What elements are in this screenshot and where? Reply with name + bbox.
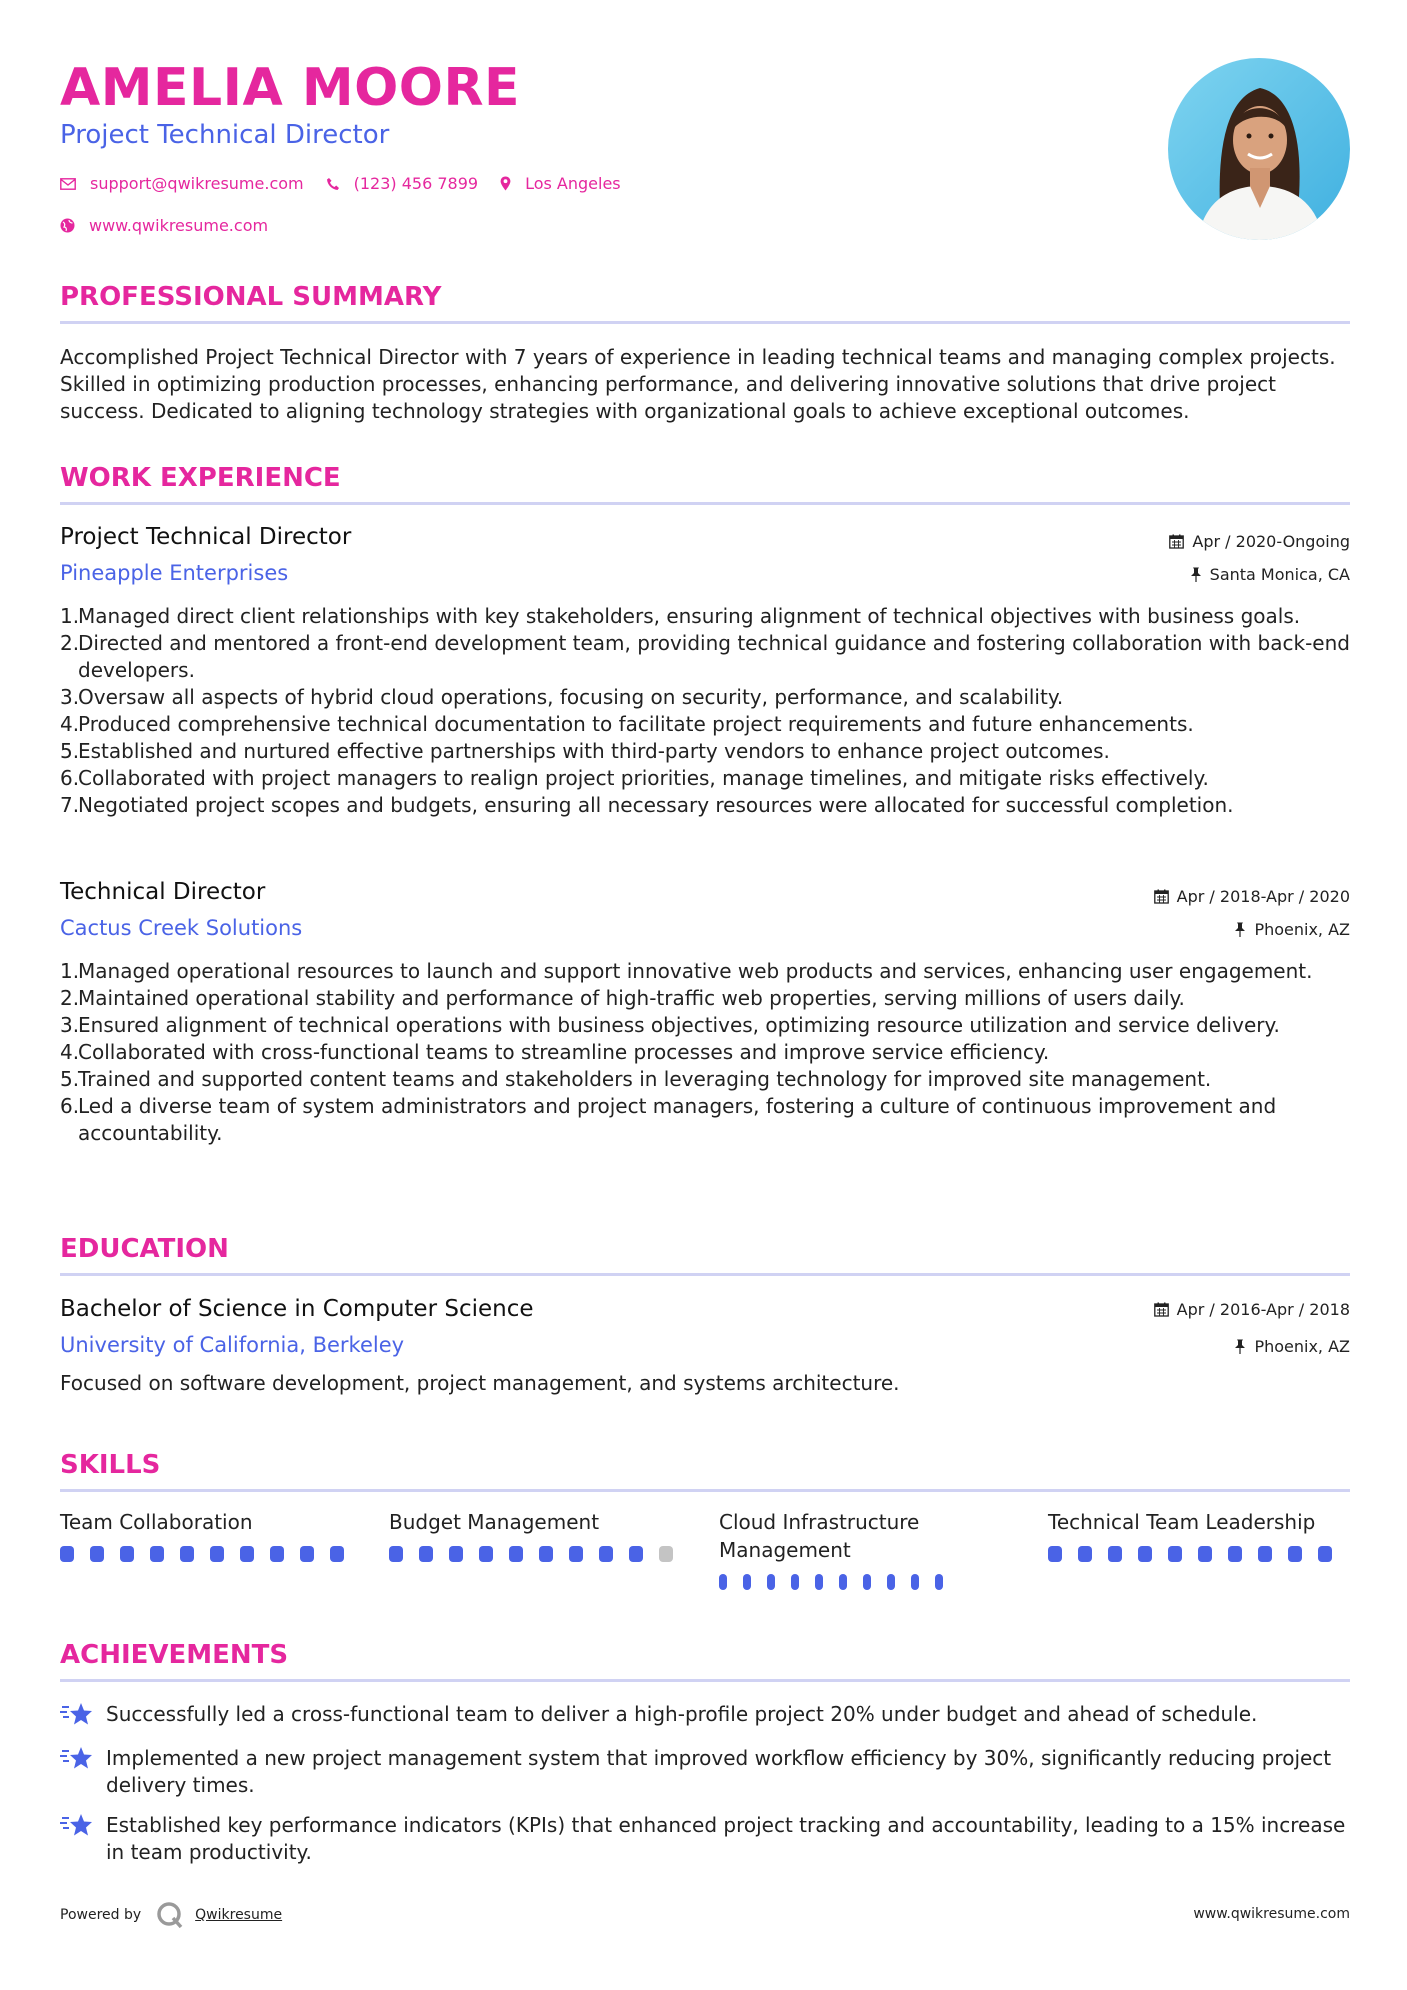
skill-dot-filled — [150, 1546, 164, 1562]
education-location-text: Phoenix, AZ — [1254, 1337, 1350, 1356]
skills-heading: SKILLS — [60, 1450, 161, 1480]
skill-rating — [60, 1546, 360, 1562]
list-item: 1. Managed operational resources to launch and support innovative web products and services, enhancing user engagement. — [60, 959, 1313, 983]
school-name: University of California, Berkeley — [60, 1333, 405, 1357]
achievement-item: Established key performance indicators (KPIs) that enhanced project tracking and accountability, leading to a 15% increase in team productivity. — [60, 1812, 1350, 1866]
skill-dot-filled — [863, 1574, 871, 1590]
list-item: 3. Oversaw all aspects of hybrid cloud operations, focusing on security, performance, and scalability. — [60, 685, 1064, 709]
job-bullets — [60, 603, 1350, 819]
qwikresume-logo-icon — [155, 1900, 185, 1930]
phone-icon — [326, 177, 340, 191]
summary-heading: PROFESSIONAL SUMMARY — [60, 282, 442, 312]
calendar-icon — [1169, 534, 1184, 549]
skill-dot-filled — [911, 1574, 919, 1590]
skill-dot-filled — [569, 1546, 583, 1562]
skill-dot-filled — [449, 1546, 463, 1562]
skill-dot-filled — [1138, 1546, 1152, 1562]
list-item: 5. Established and nurtured effective partnerships with third-party vendors to enhance project outcomes. — [60, 739, 1110, 763]
powered-by-label: Powered by — [60, 1907, 142, 1923]
contact-website[interactable] — [60, 216, 268, 235]
skill-dot-filled — [935, 1574, 943, 1590]
job-company: Cactus Creek Solutions — [60, 916, 303, 940]
candidate-title: Project Technical Director — [60, 120, 390, 150]
skill-dot-filled — [767, 1574, 775, 1590]
star-icon — [60, 1701, 106, 1731]
skill-dot-filled — [210, 1546, 224, 1562]
phone-text: (123) 456 7899 — [353, 174, 479, 193]
experience-heading: WORK EXPERIENCE — [60, 463, 341, 493]
globe-icon — [60, 218, 75, 233]
skill-dot-filled — [599, 1546, 613, 1562]
skill-dot-filled — [270, 1546, 284, 1562]
pushpin-icon — [1190, 567, 1202, 582]
job-dates — [1169, 532, 1350, 551]
skill-dot-filled — [509, 1546, 523, 1562]
contact-location — [500, 174, 621, 193]
skill-dot-filled — [815, 1574, 823, 1590]
skill-item — [389, 1508, 689, 1562]
job-location — [1234, 920, 1350, 939]
education-dates-text: Apr / 2016-Apr / 2018 — [1176, 1300, 1350, 1319]
skill-dot-filled — [791, 1574, 799, 1590]
skill-dot-filled — [389, 1546, 403, 1562]
summary-divider — [60, 321, 1350, 324]
skill-dot-filled — [1318, 1546, 1332, 1562]
skill-dot-filled — [479, 1546, 493, 1562]
brand-link[interactable]: Qwikresume — [195, 1907, 283, 1923]
skill-name: Technical Team Leadership — [1048, 1510, 1316, 1534]
skill-dot-filled — [120, 1546, 134, 1562]
achievement-item: Successfully led a cross-functional team to deliver a high-profile project 20% under budget and ahead of schedule. — [60, 1701, 1350, 1731]
list-item: 4. Produced comprehensive technical documentation to facilitate project requirements and future enhancements. — [60, 712, 1194, 736]
skill-dot-filled — [629, 1546, 643, 1562]
job-dates-text: Apr / 2020-Ongoing — [1192, 532, 1350, 551]
star-icon — [60, 1812, 106, 1866]
job-dates — [1154, 887, 1350, 906]
footer-powered-by — [60, 1900, 282, 1930]
calendar-icon — [1154, 889, 1169, 904]
list-item: 6. Led a diverse team of system administrators and project managers, fostering a culture of continuous improvement and accountability. — [60, 1094, 1277, 1145]
skill-dot-filled — [539, 1546, 553, 1562]
list-item: 2. Maintained operational stability and performance of high-traffic web properties, serving millions of users daily. — [60, 986, 1185, 1010]
skill-dot-filled — [743, 1574, 751, 1590]
job-bullets — [60, 958, 1350, 1147]
list-item: 4. Collaborated with cross-functional teams to streamline processes and improve service efficiency. — [60, 1040, 1050, 1064]
list-item: 1. Managed direct client relationships with key stakeholders, ensuring alignment of technical objectives with business goals. — [60, 604, 1301, 628]
skill-item — [719, 1508, 959, 1590]
education-description: Focused on software development, project management, and systems architecture. — [60, 1371, 900, 1395]
job-location — [1190, 565, 1350, 584]
achievement-item: Implemented a new project management system that improved workflow efficiency by 30%, significantly reducing project delivery times. — [60, 1745, 1350, 1799]
skill-dot-filled — [180, 1546, 194, 1562]
skill-dot-filled — [90, 1546, 104, 1562]
skill-dot-filled — [1228, 1546, 1242, 1562]
job-company: Pineapple Enterprises — [60, 561, 289, 585]
skill-rating — [719, 1574, 959, 1590]
list-item: 7. Negotiated project scopes and budgets, ensuring all necessary resources were allocated for successful completion. — [60, 793, 1234, 817]
email-icon — [60, 178, 76, 190]
job-location-text: Santa Monica, CA — [1209, 565, 1350, 584]
skill-name: Budget Management — [389, 1510, 600, 1534]
skill-dot-filled — [330, 1546, 344, 1562]
skill-dot-filled — [1168, 1546, 1182, 1562]
skill-dot-filled — [419, 1546, 433, 1562]
education-dates — [1154, 1300, 1350, 1319]
list-item: 3. Ensured alignment of technical operations with business objectives, optimizing resource utilization and service delivery. — [60, 1013, 1280, 1037]
skill-dot-filled — [1198, 1546, 1212, 1562]
skill-dot-filled — [887, 1574, 895, 1590]
achievements-heading: ACHIEVEMENTS — [60, 1640, 289, 1670]
summary-text: Accomplished Project Technical Director with 7 years of experience in leading technical teams and managing complex projects. Skilled in optimizing production processes, enhancing performance, and delivering innovative solutions that drive project success. Dedicated to aligning technology strategies with organizational goals to achieve exceptional outcomes. — [60, 345, 1336, 423]
location-text: Los Angeles — [525, 174, 621, 193]
skill-dot-filled — [60, 1546, 74, 1562]
skill-rating — [1048, 1546, 1348, 1562]
skill-dot-filled — [1108, 1546, 1122, 1562]
achievements-divider — [60, 1679, 1350, 1682]
skill-dot-filled — [300, 1546, 314, 1562]
candidate-name: AMELIA MOORE — [60, 58, 521, 118]
contact-row-2 — [60, 216, 290, 235]
footer-site[interactable]: www.qwikresume.com — [1193, 1906, 1350, 1922]
education-heading: EDUCATION — [60, 1234, 229, 1264]
skill-dot-filled — [1078, 1546, 1092, 1562]
skill-rating — [389, 1546, 689, 1562]
skill-dot-filled — [1288, 1546, 1302, 1562]
job-dates-text: Apr / 2018-Apr / 2020 — [1176, 887, 1350, 906]
skill-dot-filled — [240, 1546, 254, 1562]
skill-dot-empty — [659, 1546, 673, 1562]
list-item: 5. Trained and supported content teams and stakeholders in leveraging technology for improved site management. — [60, 1067, 1212, 1091]
skill-name: Cloud Infrastructure Management — [719, 1510, 920, 1562]
experience-divider — [60, 502, 1350, 505]
skill-name: Team Collaboration — [60, 1510, 253, 1534]
contact-row — [60, 174, 643, 193]
skill-item — [1048, 1508, 1348, 1562]
contact-phone[interactable] — [326, 174, 478, 193]
profile-photo — [1168, 58, 1350, 240]
list-item: 6. Collaborated with project managers to realign project priorities, manage timelines, and mitigate risks effectively. — [60, 766, 1209, 790]
list-item: 2. Directed and mentored a front-end development team, providing technical guidance and fostering collaboration with back-end developers. — [60, 631, 1350, 682]
pushpin-icon — [1234, 1339, 1246, 1354]
skill-dot-filled — [839, 1574, 847, 1590]
map-pin-icon — [500, 176, 511, 191]
education-divider — [60, 1273, 1350, 1276]
contact-email[interactable] — [60, 174, 304, 193]
pushpin-icon — [1234, 922, 1246, 937]
email-text: support@qwikresume.com — [90, 174, 304, 193]
star-icon — [60, 1745, 106, 1799]
skill-item — [60, 1508, 360, 1562]
education-location — [1234, 1337, 1350, 1356]
job-title: Technical Director — [60, 879, 266, 905]
job-location-text: Phoenix, AZ — [1254, 920, 1350, 939]
website-text: www.qwikresume.com — [89, 216, 269, 235]
skill-dot-filled — [1048, 1546, 1062, 1562]
job-title: Project Technical Director — [60, 524, 352, 550]
skill-dot-filled — [1258, 1546, 1272, 1562]
calendar-icon — [1154, 1302, 1169, 1317]
skill-dot-filled — [719, 1574, 727, 1590]
skills-divider — [60, 1489, 1350, 1492]
degree-title: Bachelor of Science in Computer Science — [60, 1296, 534, 1322]
